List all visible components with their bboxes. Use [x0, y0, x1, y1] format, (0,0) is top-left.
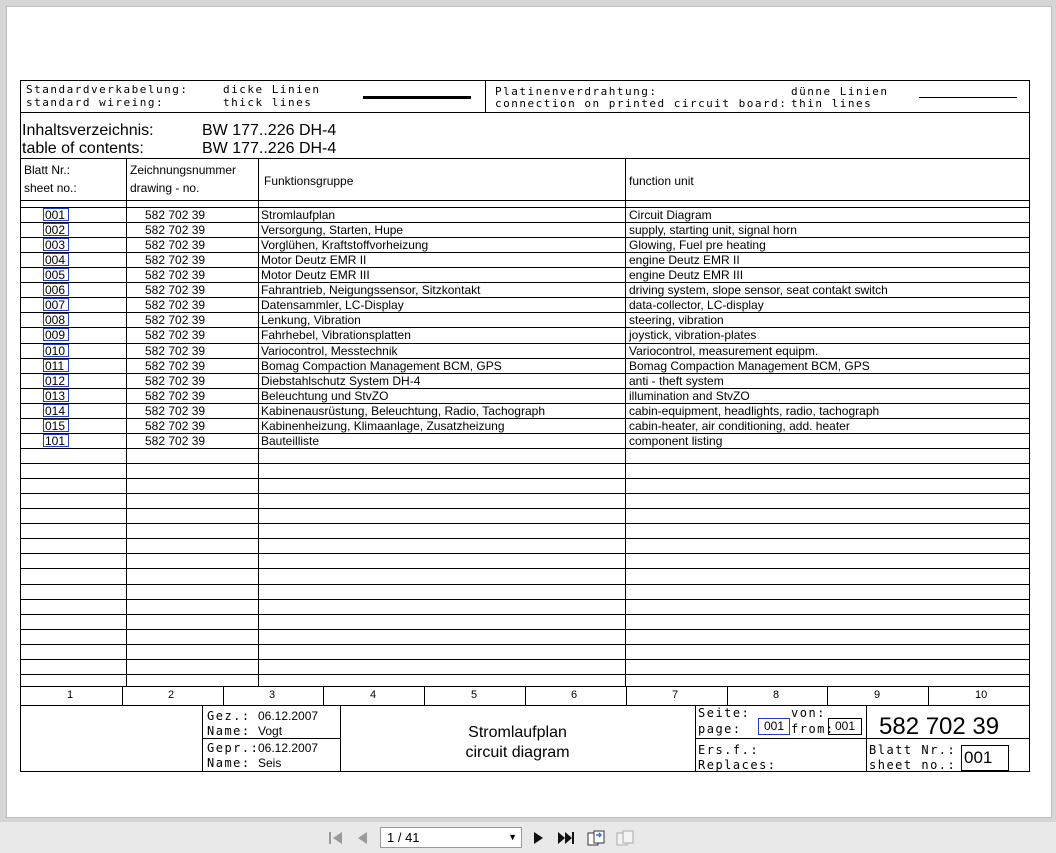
- page-label: page:: [698, 722, 742, 736]
- toc-label-de: Inhaltsverzeichnis:: [22, 122, 154, 139]
- col-header-sheet: [24, 158, 77, 200]
- function-group-cell: Bomag Compaction Management BCM, GPS: [261, 358, 502, 373]
- drawing-number-cell: 582 702 39: [145, 328, 206, 343]
- thick-lines-de: dicke Linien: [223, 83, 321, 96]
- function-unit-cell: engine Deutz EMR III: [629, 268, 744, 283]
- function-group-cell: Beleuchtung und StvZO: [261, 388, 389, 403]
- drawing-number-cell: 582 702 39: [145, 238, 206, 253]
- col-header-drawing-en: drawing - no.: [130, 181, 200, 195]
- grid-hline: [21, 200, 1029, 201]
- column-number: 3: [269, 689, 276, 701]
- next-page-icon[interactable]: [528, 828, 548, 848]
- drawing-number: 582 702 39: [879, 713, 1000, 740]
- column-number-divider: [727, 687, 728, 705]
- ersf-label: Ers.f.:: [698, 743, 760, 757]
- grid-hline: [21, 523, 1029, 524]
- column-number: 1: [67, 689, 74, 701]
- document-page: [6, 6, 1052, 818]
- col-header-drawing-de: Zeichnungsnummer: [130, 163, 237, 177]
- wiring-legend: [21, 81, 1029, 113]
- drawing-title-de: Stromlaufplan: [468, 724, 567, 741]
- function-unit-cell: cabin-heater, air conditioning, add. heater: [629, 418, 850, 433]
- function-unit-cell: Bomag Compaction Management BCM, GPS: [629, 358, 870, 373]
- blatt-label: Blatt Nr.:: [869, 743, 957, 757]
- column-number: 5: [471, 689, 478, 701]
- function-group-cell: Variocontrol, Messtechnik: [261, 343, 398, 358]
- function-group-cell: Datensammler, LC-Display: [261, 298, 404, 313]
- drawing-number-cell: 582 702 39: [145, 313, 206, 328]
- table-row: [21, 374, 1029, 389]
- sheet-number-link[interactable]: 014: [43, 404, 69, 417]
- drawing-number-cell: 582 702 39: [145, 418, 206, 433]
- drawing-number-cell: 582 702 39: [145, 283, 206, 298]
- sheet-number-link[interactable]: 012: [43, 374, 69, 387]
- drawing-number-cell: 582 702 39: [145, 373, 206, 388]
- drawing-number-cell: 582 702 39: [145, 298, 206, 313]
- grid-hline: [21, 599, 1029, 600]
- function-unit-cell: supply, starting unit, signal horn: [629, 223, 797, 238]
- viewer-toolbar: [0, 822, 1056, 853]
- column-number: 9: [874, 689, 881, 701]
- function-group-cell: Fahrhebel, Vibrationsplatten: [261, 328, 411, 343]
- grid-hline: [21, 538, 1029, 539]
- function-unit-cell: driving system, slope sensor, seat contakt switch: [629, 283, 888, 298]
- column-number-divider: [424, 687, 425, 705]
- drawing-number-cell: 582 702 39: [145, 268, 206, 283]
- grid-hline: [21, 629, 1029, 630]
- chevron-down-icon: ▼: [508, 832, 517, 842]
- function-unit-cell: illumination and StvZO: [629, 388, 750, 403]
- sheet-value-box: 001: [961, 745, 1009, 771]
- grid-hline: [21, 493, 1029, 494]
- sheet-number-link[interactable]: 010: [43, 344, 69, 357]
- col-header-group-text: Funktionsgruppe: [264, 174, 354, 188]
- function-group-cell: Vorglühen, Kraftstoffvorheizung: [261, 238, 429, 253]
- table-row: [21, 419, 1029, 434]
- column-number-divider: [626, 687, 627, 705]
- function-unit-cell: Circuit Diagram: [629, 208, 712, 222]
- function-unit-cell: steering, vibration: [629, 313, 724, 328]
- column-number: 8: [773, 689, 780, 701]
- thick-lines-en: thick lines: [223, 96, 313, 109]
- page-indicator: 1 / 41: [387, 830, 420, 845]
- drawing-number-cell: 582 702 39: [145, 433, 206, 448]
- prev-page-icon[interactable]: [352, 828, 372, 848]
- from-value-box: 001: [828, 718, 862, 735]
- drawing-number-cell: 582 702 39: [145, 403, 206, 418]
- function-unit-cell: Variocontrol, measurement equipm.: [629, 343, 819, 358]
- table-row: [21, 313, 1029, 328]
- pcb-wiring-de: Platinenverdrahtung:: [495, 85, 658, 98]
- table-row: [21, 404, 1029, 419]
- drawing-number-cell: 582 702 39: [145, 388, 206, 403]
- thick-line-sample: [363, 96, 471, 99]
- title-block: [21, 705, 1029, 771]
- sheet-label: sheet no.:: [869, 758, 957, 772]
- sheet-number-link[interactable]: 101: [43, 434, 69, 447]
- column-number: 7: [672, 689, 679, 701]
- page-value-box: 001: [758, 718, 790, 735]
- col-header-unit-text: function unit: [629, 174, 694, 188]
- function-unit-cell: anti - theft system: [629, 373, 724, 388]
- table-row: [21, 238, 1029, 253]
- fit-page-icon[interactable]: [586, 828, 606, 848]
- function-group-cell: Diebstahlschutz System DH-4: [261, 373, 421, 388]
- function-group-cell: Lenkung, Vibration: [261, 313, 361, 328]
- table-row: [21, 283, 1029, 298]
- seite-label: Seite:: [698, 706, 751, 720]
- function-group-cell: Bauteilliste: [261, 433, 320, 448]
- toc-heading: [21, 112, 1029, 159]
- sheet-number-link[interactable]: 015: [43, 419, 69, 432]
- replaces-label: Replaces:: [698, 758, 777, 772]
- sheet-number-link[interactable]: 013: [43, 389, 69, 402]
- grid-hline: [21, 584, 1029, 585]
- col-header-sheet-de: Blatt Nr.:: [24, 163, 71, 177]
- fit-width-icon[interactable]: [615, 828, 635, 848]
- function-group-cell: Kabinenausrüstung, Beleuchtung, Radio, Tachograph: [261, 403, 545, 418]
- col-header-unit: [629, 158, 694, 200]
- table-row: [21, 434, 1029, 449]
- table-row: [21, 268, 1029, 283]
- gez-date: 06.12.2007: [258, 709, 319, 723]
- col-header-group: [264, 158, 353, 200]
- sheet-number-link[interactable]: 009: [43, 328, 69, 341]
- toc-model-en: BW 177..226 DH-4: [202, 140, 337, 157]
- title-hline-left: [202, 738, 340, 739]
- grid-hline: [21, 553, 1029, 554]
- col-header-sheet-en: sheet no.:: [24, 181, 77, 195]
- column-number-divider: [928, 687, 929, 705]
- table-row: [21, 208, 1029, 223]
- function-unit-cell: Glowing, Fuel pre heating: [629, 238, 766, 253]
- table-row: [21, 344, 1029, 359]
- gepr-label: Gepr.:: [207, 741, 260, 755]
- column-number-bar: [21, 686, 1029, 706]
- sheet-number-link[interactable]: 004: [43, 253, 69, 266]
- function-unit-cell: component listing: [629, 433, 723, 448]
- sheet-number-link[interactable]: 006: [43, 283, 69, 296]
- function-group-cell: Motor Deutz EMR III: [261, 268, 370, 283]
- sheet-number-link[interactable]: 002: [43, 223, 69, 236]
- drawing-title-en: circuit diagram: [465, 744, 570, 761]
- sheet-number-link[interactable]: 005: [43, 268, 69, 281]
- function-unit-cell: engine Deutz EMR II: [629, 253, 740, 268]
- thin-line-sample: [919, 97, 1017, 98]
- table-row: [21, 359, 1029, 374]
- function-unit-cell: joystick, vibration-plates: [629, 328, 757, 343]
- name-label-2: Name:: [207, 756, 251, 770]
- last-page-icon[interactable]: [556, 828, 576, 848]
- thin-lines-en: thin lines: [791, 97, 873, 110]
- column-number: 4: [370, 689, 377, 701]
- circuit-sheet: [20, 80, 1030, 772]
- gez-label: Gez.:: [207, 709, 251, 723]
- standard-wiring-de: Standardverkabelung:: [26, 83, 189, 96]
- von-label: von:: [791, 706, 826, 720]
- function-group-cell: Stromlaufplan: [261, 208, 336, 222]
- pcb-wiring-en: connection on printed circuit board:: [495, 97, 788, 110]
- sheet-number-link[interactable]: 011: [43, 359, 69, 372]
- name-label-1: Name:: [207, 724, 251, 738]
- function-group-cell: Motor Deutz EMR II: [261, 253, 367, 268]
- function-group-cell: Kabinenheizung, Klimaanlage, Zusatzheizung: [261, 418, 505, 433]
- grid-hline: [21, 614, 1029, 615]
- drawing-number-cell: 582 702 39: [145, 358, 206, 373]
- grid-hline: [21, 463, 1029, 464]
- grid-hline: [21, 644, 1029, 645]
- legend-divider: [485, 81, 486, 112]
- column-number-divider: [122, 687, 123, 705]
- sheet-number-link[interactable]: 008: [43, 313, 69, 326]
- first-page-icon[interactable]: [326, 828, 346, 848]
- drawing-number-cell: 582 702 39: [145, 343, 206, 358]
- table-row: [21, 328, 1029, 343]
- function-group-cell: Fahrantrieb, Neigungssensor, Sitzkontakt: [261, 283, 481, 298]
- column-number-divider: [525, 687, 526, 705]
- table-row: [21, 389, 1029, 404]
- sheet-number-link[interactable]: 007: [43, 298, 69, 311]
- column-number: 10: [975, 689, 988, 701]
- table-row: [21, 223, 1029, 238]
- toc-label-en: table of contents:: [22, 140, 144, 157]
- column-number: 2: [168, 689, 175, 701]
- from-label: from:: [791, 722, 835, 736]
- function-unit-cell: data-collector, LC-display: [629, 298, 764, 313]
- col-header-drawing: [130, 158, 236, 200]
- name-value-2: Seis: [258, 756, 282, 770]
- drawing-number-cell: 582 702 39: [145, 253, 206, 268]
- column-number: 6: [571, 689, 578, 701]
- table-row: [21, 298, 1029, 313]
- gepr-date: 06.12.2007: [258, 741, 319, 755]
- drawing-number-cell: 582 702 39: [145, 208, 206, 222]
- column-number-divider: [323, 687, 324, 705]
- column-number-divider: [827, 687, 828, 705]
- grid-hline: [21, 568, 1029, 569]
- page-selector[interactable]: [380, 827, 522, 848]
- grid-hline: [21, 659, 1029, 660]
- toc-model-de: BW 177..226 DH-4: [202, 122, 337, 139]
- sheet-number-link[interactable]: 001: [43, 208, 69, 221]
- thin-lines-de: dünne Linien: [791, 85, 889, 98]
- table-row: [21, 253, 1029, 268]
- grid-hline: [21, 674, 1029, 675]
- drawing-number-cell: 582 702 39: [145, 223, 206, 238]
- grid-hline: [21, 508, 1029, 509]
- standard-wiring-en: standard wireing:: [26, 96, 165, 109]
- column-number-divider: [223, 687, 224, 705]
- function-group-cell: Versorgung, Starten, Hupe: [261, 223, 404, 238]
- grid-hline: [21, 478, 1029, 479]
- drawing-title: [340, 723, 695, 763]
- name-value-1: Vogt: [258, 724, 283, 738]
- sheet-number-link[interactable]: 003: [43, 238, 69, 251]
- function-unit-cell: cabin-equipment, headlights, radio, tachograph: [629, 403, 880, 418]
